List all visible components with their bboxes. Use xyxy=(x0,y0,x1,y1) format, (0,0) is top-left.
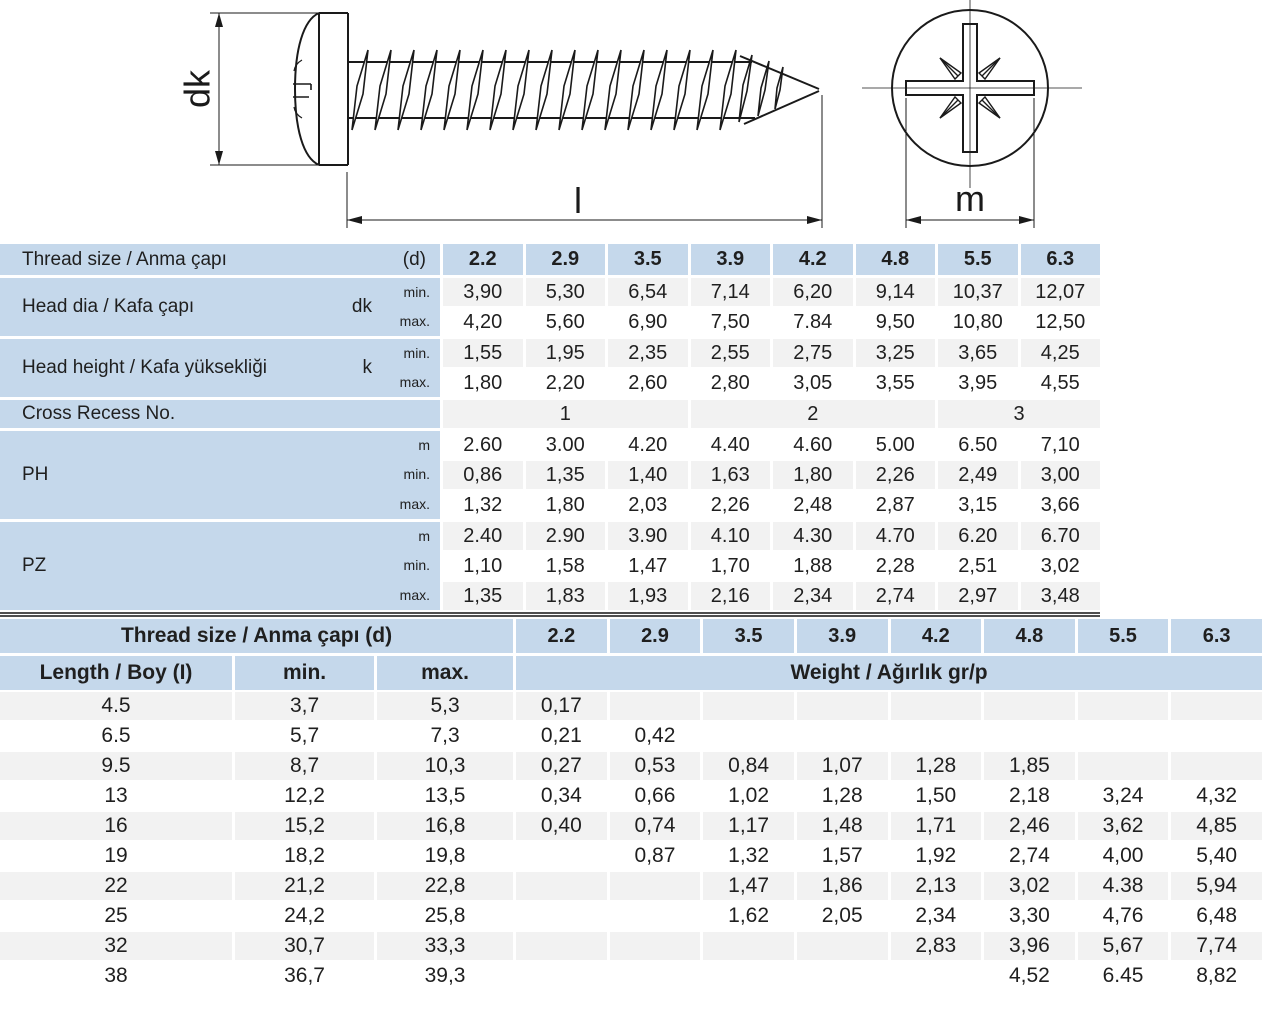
head-height-label: Head height / Kafa yüksekliği xyxy=(22,357,268,378)
weight-value: 3,30 xyxy=(981,900,1075,930)
ph-m-value: 4.20 xyxy=(605,428,688,459)
length-value: 22 xyxy=(0,870,232,900)
weight-value xyxy=(1075,720,1169,750)
head-dia-min-value: 9,14 xyxy=(853,275,936,306)
thread-size-column-header: 4.8 xyxy=(853,244,936,275)
weight-value xyxy=(794,720,888,750)
pz-min-value: 3,02 xyxy=(1018,550,1101,580)
ph-label-cell xyxy=(0,428,386,519)
pz-max-sublabel: max. xyxy=(386,580,440,610)
weight-value: 4,32 xyxy=(1168,780,1262,810)
min-length-value: 21,2 xyxy=(232,870,374,900)
weight-value: 5,94 xyxy=(1168,870,1262,900)
length-column-header: Length / Boy (I) xyxy=(0,653,232,690)
ph-max-value: 1,80 xyxy=(523,489,606,519)
head-height-min-sublabel: min. xyxy=(386,336,440,367)
pz-m-value: 4.10 xyxy=(688,519,771,550)
ph-m-value: 3.00 xyxy=(523,428,606,459)
cross-recess-row xyxy=(0,397,1100,428)
weight-value: 1,02 xyxy=(700,780,794,810)
screw-head-front-view xyxy=(862,0,1082,188)
weight-value: 1,62 xyxy=(700,900,794,930)
dimensions-table xyxy=(0,244,1100,610)
max-length-value: 39,3 xyxy=(374,960,513,990)
max-length-value: 16,8 xyxy=(374,810,513,840)
cross-recess-label-cell xyxy=(0,397,440,428)
head-dia-max-value: 6,90 xyxy=(605,306,688,336)
head-height-max-value: 3,95 xyxy=(935,367,1018,397)
t1-header-symbol: (d) xyxy=(402,248,426,270)
max-length-value: 7,3 xyxy=(374,720,513,750)
head-dia-max-value: 12,50 xyxy=(1018,306,1101,336)
weight-value: 0,40 xyxy=(513,810,607,840)
head-height-max-value: 1,80 xyxy=(440,367,523,397)
weight-value xyxy=(513,960,607,990)
head-height-max-sublabel: max. xyxy=(386,367,440,397)
thread-size-column-header: 3.9 xyxy=(688,244,771,275)
length-value: 32 xyxy=(0,930,232,960)
thread-size-column-header: 4.8 xyxy=(981,619,1075,653)
weight-value: 2,83 xyxy=(888,930,982,960)
weight-value xyxy=(607,690,701,720)
ph-min-value: 1,80 xyxy=(770,459,853,489)
pz-label: PZ xyxy=(22,555,47,576)
min-length-value: 36,7 xyxy=(232,960,374,990)
weight-value: 4.38 xyxy=(1075,870,1169,900)
head-dia-max-value: 4,20 xyxy=(440,306,523,336)
pz-max-value: 2,34 xyxy=(770,580,853,610)
head-dia-max-value: 7.84 xyxy=(770,306,853,336)
head-height-min-value: 4,25 xyxy=(1018,336,1101,367)
weight-value: 2,05 xyxy=(794,900,888,930)
length-row xyxy=(0,960,1262,990)
ph-min-value: 2,26 xyxy=(853,459,936,489)
pz-min-value: 2,51 xyxy=(935,550,1018,580)
ph-m-value: 2.60 xyxy=(440,428,523,459)
min-length-value: 15,2 xyxy=(232,810,374,840)
ph-min-value: 3,00 xyxy=(1018,459,1101,489)
ph-min-value: 1,63 xyxy=(688,459,771,489)
min-length-value: 24,2 xyxy=(232,900,374,930)
weight-value xyxy=(794,930,888,960)
pz-m-value: 3.90 xyxy=(605,519,688,550)
pz-m-value: 2.90 xyxy=(523,519,606,550)
weight-value: 6,48 xyxy=(1168,900,1262,930)
weight-value xyxy=(888,960,982,990)
weight-value: 0,34 xyxy=(513,780,607,810)
t2-header-label-cell: Thread size / Anma çapı (d) xyxy=(0,619,513,653)
weight-value xyxy=(513,900,607,930)
weight-value: 4,85 xyxy=(1168,810,1262,840)
thread-size-column-header: 6.3 xyxy=(1018,244,1101,275)
max-length-value: 13,5 xyxy=(374,780,513,810)
pz-m-value: 6.20 xyxy=(935,519,1018,550)
head-height-min-value: 2,35 xyxy=(605,336,688,367)
weight-value xyxy=(700,720,794,750)
weight-value: 1,50 xyxy=(888,780,982,810)
pz-min-value: 1,58 xyxy=(523,550,606,580)
ph-m-value: 6.50 xyxy=(935,428,1018,459)
weight-value: 0,17 xyxy=(513,690,607,720)
head-height-max-value: 2,60 xyxy=(605,367,688,397)
length-row xyxy=(0,690,1262,720)
weight-value xyxy=(700,690,794,720)
thread-size-column-header: 2.9 xyxy=(607,619,701,653)
min-length-value: 18,2 xyxy=(232,840,374,870)
weight-value xyxy=(607,930,701,960)
pz-max-value: 1,83 xyxy=(523,580,606,610)
weight-header: Weight / Ağırlık gr/p xyxy=(513,653,1262,690)
thread-size-column-header: 3.5 xyxy=(605,244,688,275)
weight-value: 0,42 xyxy=(607,720,701,750)
length-row xyxy=(0,840,1262,870)
t2-subheader-row xyxy=(0,653,1262,690)
length-row xyxy=(0,870,1262,900)
length-row xyxy=(0,750,1262,780)
length-value: 9.5 xyxy=(0,750,232,780)
head-height-max-value: 2,20 xyxy=(523,367,606,397)
weight-value: 8,82 xyxy=(1168,960,1262,990)
head-height-min-value: 1,55 xyxy=(440,336,523,367)
thread-size-column-header: 4.2 xyxy=(888,619,982,653)
thread-size-column-header: 6.3 xyxy=(1168,619,1262,653)
ph-m-value: 7,10 xyxy=(1018,428,1101,459)
head-dia-label-cell xyxy=(0,275,386,336)
head-dia-min-value: 6,54 xyxy=(605,275,688,306)
thread-size-column-header: 2.2 xyxy=(440,244,523,275)
weight-value xyxy=(513,840,607,870)
ph-min-value: 1,40 xyxy=(605,459,688,489)
length-value: 19 xyxy=(0,840,232,870)
ph-max-value: 3,15 xyxy=(935,489,1018,519)
weight-value: 0,84 xyxy=(700,750,794,780)
weight-value: 1,28 xyxy=(794,780,888,810)
weight-value: 1,47 xyxy=(700,870,794,900)
weight-value xyxy=(607,960,701,990)
table-separator xyxy=(0,612,1100,617)
pz-max-value: 2,74 xyxy=(853,580,936,610)
ph-m-value: 4.60 xyxy=(770,428,853,459)
weight-value: 4,52 xyxy=(981,960,1075,990)
thread-size-column-header: 2.2 xyxy=(513,619,607,653)
weight-value: 0,53 xyxy=(607,750,701,780)
weight-value xyxy=(1168,720,1262,750)
head-dia-min-value: 12,07 xyxy=(1018,275,1101,306)
t2-header-row xyxy=(0,619,1262,653)
weight-value: 2,18 xyxy=(981,780,1075,810)
min-length-value: 30,7 xyxy=(232,930,374,960)
m-label: m xyxy=(955,178,985,219)
head-dia-max-value: 5,60 xyxy=(523,306,606,336)
weight-value: 4,76 xyxy=(1075,900,1169,930)
max-length-value: 5,3 xyxy=(374,690,513,720)
pz-m-value: 4.70 xyxy=(853,519,936,550)
technical-drawing xyxy=(0,0,1280,244)
cross-recess-label: Cross Recess No. xyxy=(22,403,176,424)
head-dia-max-value: 10,80 xyxy=(935,306,1018,336)
thread-size-column-header: 5.5 xyxy=(1075,619,1169,653)
pz-min-value: 1,70 xyxy=(688,550,771,580)
weight-value: 1,86 xyxy=(794,870,888,900)
thread-size-column-header: 4.2 xyxy=(770,244,853,275)
head-height-min-value: 3,65 xyxy=(935,336,1018,367)
cross-recess-no-2: 2 xyxy=(688,397,936,428)
head-height-min-value: 3,25 xyxy=(853,336,936,367)
weight-value: 1,57 xyxy=(794,840,888,870)
length-row xyxy=(0,780,1262,810)
head-dia-min-row xyxy=(0,275,1100,306)
weight-value: 2,46 xyxy=(981,810,1075,840)
weight-value xyxy=(888,720,982,750)
pz-m-value: 6.70 xyxy=(1018,519,1101,550)
weight-value xyxy=(700,930,794,960)
t1-header-label-cell xyxy=(0,244,440,275)
ph-min-value: 1,35 xyxy=(523,459,606,489)
head-dia-min-value: 5,30 xyxy=(523,275,606,306)
length-weight-table xyxy=(0,619,1262,990)
ph-m-sublabel: m xyxy=(386,428,440,459)
min-column-header: min. xyxy=(232,653,374,690)
pz-max-value: 1,93 xyxy=(605,580,688,610)
pz-m-row xyxy=(0,519,1100,550)
head-height-symbol: k xyxy=(362,357,372,378)
weight-value: 0,74 xyxy=(607,810,701,840)
head-dia-symbol: dk xyxy=(351,296,372,317)
weight-value: 1,32 xyxy=(700,840,794,870)
ph-max-value: 2,48 xyxy=(770,489,853,519)
weight-value xyxy=(981,690,1075,720)
head-dia-max-value: 7,50 xyxy=(688,306,771,336)
thread-size-column-header: 2.9 xyxy=(523,244,606,275)
dk-arrow-up xyxy=(215,13,223,27)
pz-min-value: 1,47 xyxy=(605,550,688,580)
dk-arrow-down xyxy=(215,151,223,165)
max-length-value: 33,3 xyxy=(374,930,513,960)
pz-min-value: 1,88 xyxy=(770,550,853,580)
m-arrow-left xyxy=(906,216,921,224)
head-dia-min-value: 10,37 xyxy=(935,275,1018,306)
length-value: 25 xyxy=(0,900,232,930)
ph-m-value: 5.00 xyxy=(853,428,936,459)
weight-value: 7,74 xyxy=(1168,930,1262,960)
weight-value: 3,62 xyxy=(1075,810,1169,840)
ph-max-value: 3,66 xyxy=(1018,489,1101,519)
head-height-min-value: 2,75 xyxy=(770,336,853,367)
ph-m-row xyxy=(0,428,1100,459)
min-length-value: 5,7 xyxy=(232,720,374,750)
drawing-svg xyxy=(0,0,1280,244)
weight-value: 6.45 xyxy=(1075,960,1169,990)
weight-value xyxy=(513,930,607,960)
weight-value: 1,07 xyxy=(794,750,888,780)
min-length-value: 12,2 xyxy=(232,780,374,810)
weight-value: 2,74 xyxy=(981,840,1075,870)
cross-recess-no-1: 1 xyxy=(440,397,688,428)
m-arrow-right xyxy=(1019,216,1034,224)
head-height-max-value: 3,05 xyxy=(770,367,853,397)
head-height-max-value: 4,55 xyxy=(1018,367,1101,397)
ph-min-sublabel: min. xyxy=(386,459,440,489)
weight-value: 1,28 xyxy=(888,750,982,780)
max-length-value: 25,8 xyxy=(374,900,513,930)
weight-value: 5,67 xyxy=(1075,930,1169,960)
pz-m-sublabel: m xyxy=(386,519,440,550)
length-value: 6.5 xyxy=(0,720,232,750)
pz-max-value: 3,48 xyxy=(1018,580,1101,610)
ph-max-value: 2,26 xyxy=(688,489,771,519)
pz-m-value: 4.30 xyxy=(770,519,853,550)
cross-recess-no-3: 3 xyxy=(935,397,1100,428)
l-label: l xyxy=(574,180,582,221)
weight-value: 1,71 xyxy=(888,810,982,840)
weight-value: 1,92 xyxy=(888,840,982,870)
weight-value: 3,96 xyxy=(981,930,1075,960)
max-column-header: max. xyxy=(374,653,513,690)
max-length-value: 10,3 xyxy=(374,750,513,780)
pz-min-value: 2,28 xyxy=(853,550,936,580)
min-length-value: 3,7 xyxy=(232,690,374,720)
head-dia-label: Head dia / Kafa çapı xyxy=(22,296,195,317)
screw-side-view xyxy=(293,13,819,165)
pz-m-value: 2.40 xyxy=(440,519,523,550)
weight-value: 3,24 xyxy=(1075,780,1169,810)
pz-max-value: 1,35 xyxy=(440,580,523,610)
head-height-max-value: 3,55 xyxy=(853,367,936,397)
weight-value xyxy=(1075,690,1169,720)
ph-max-value: 1,32 xyxy=(440,489,523,519)
weight-value xyxy=(1168,750,1262,780)
t1-header-row xyxy=(0,244,1100,275)
weight-value xyxy=(888,690,982,720)
ph-min-value: 0,86 xyxy=(440,459,523,489)
ph-m-value: 4.40 xyxy=(688,428,771,459)
head-height-max-value: 2,80 xyxy=(688,367,771,397)
tip-bottom-line xyxy=(744,91,819,124)
l-arrow-left xyxy=(347,216,362,224)
weight-value xyxy=(1168,690,1262,720)
max-length-value: 22,8 xyxy=(374,870,513,900)
head-dia-min-value: 6,20 xyxy=(770,275,853,306)
weight-value: 0,21 xyxy=(513,720,607,750)
weight-value: 1,85 xyxy=(981,750,1075,780)
weight-value: 4,00 xyxy=(1075,840,1169,870)
head-height-min-value: 1,95 xyxy=(523,336,606,367)
head-height-min-row xyxy=(0,336,1100,367)
weight-value xyxy=(607,900,701,930)
weight-value xyxy=(981,720,1075,750)
pz-max-value: 2,16 xyxy=(688,580,771,610)
pz-max-value: 2,97 xyxy=(935,580,1018,610)
length-row xyxy=(0,810,1262,840)
weight-value: 3,02 xyxy=(981,870,1075,900)
min-length-value: 8,7 xyxy=(232,750,374,780)
head-dia-min-value: 7,14 xyxy=(688,275,771,306)
weight-value xyxy=(700,960,794,990)
head-height-label-cell xyxy=(0,336,386,397)
pz-label-cell xyxy=(0,519,386,610)
thread-size-column-header: 5.5 xyxy=(935,244,1018,275)
head-dome-arc xyxy=(295,13,319,165)
dk-label: dk xyxy=(176,69,218,109)
max-length-value: 19,8 xyxy=(374,840,513,870)
thread-size-column-header: 3.5 xyxy=(700,619,794,653)
head-height-min-value: 2,55 xyxy=(688,336,771,367)
ph-min-value: 2,49 xyxy=(935,459,1018,489)
length-row xyxy=(0,900,1262,930)
t1-header-label: Thread size / Anma çapı xyxy=(22,248,227,270)
length-row xyxy=(0,930,1262,960)
pz-min-value: 1,10 xyxy=(440,550,523,580)
weight-value xyxy=(607,870,701,900)
length-row xyxy=(0,720,1262,750)
weight-value: 2,13 xyxy=(888,870,982,900)
head-dia-min-value: 3,90 xyxy=(440,275,523,306)
dimension-dk xyxy=(177,13,320,165)
length-value: 4.5 xyxy=(0,690,232,720)
length-value: 16 xyxy=(0,810,232,840)
head-dia-max-value: 9,50 xyxy=(853,306,936,336)
weight-value xyxy=(513,870,607,900)
length-value: 38 xyxy=(0,960,232,990)
thread-size-column-header: 3.9 xyxy=(794,619,888,653)
weight-value xyxy=(794,960,888,990)
ph-max-value: 2,87 xyxy=(853,489,936,519)
weight-value: 0,66 xyxy=(607,780,701,810)
weight-value xyxy=(794,690,888,720)
ph-label: PH xyxy=(22,464,49,485)
weight-value: 1,17 xyxy=(700,810,794,840)
pz-min-sublabel: min. xyxy=(386,550,440,580)
l-arrow-right xyxy=(807,216,822,224)
head-dia-max-sublabel: max. xyxy=(386,306,440,336)
weight-value: 1,48 xyxy=(794,810,888,840)
weight-value: 5,40 xyxy=(1168,840,1262,870)
weight-value: 0,27 xyxy=(513,750,607,780)
weight-value xyxy=(1075,750,1169,780)
ph-max-sublabel: max. xyxy=(386,489,440,519)
head-dia-min-sublabel: min. xyxy=(386,275,440,306)
weight-value: 0,87 xyxy=(607,840,701,870)
weight-value: 2,34 xyxy=(888,900,982,930)
length-value: 13 xyxy=(0,780,232,810)
ph-max-value: 2,03 xyxy=(605,489,688,519)
